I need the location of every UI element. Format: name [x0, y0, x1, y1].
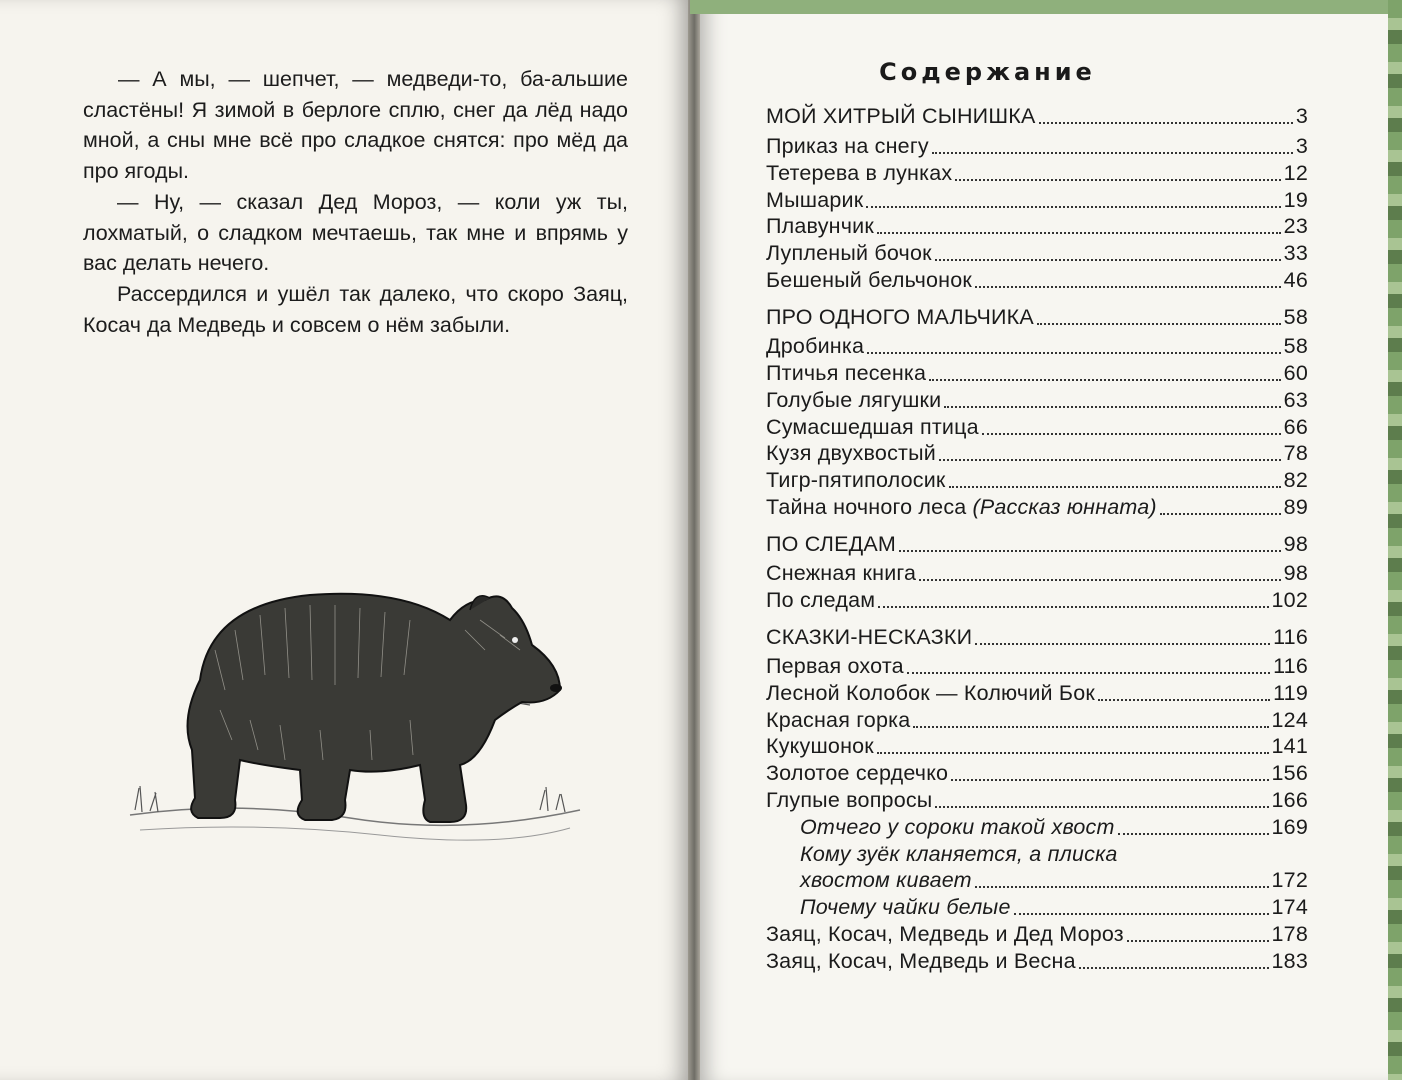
toc-page-number: 19 [1283, 188, 1308, 212]
toc-page-number: 46 [1283, 268, 1308, 292]
toc-entry-title: Почему чайки белые [800, 895, 1011, 919]
toc-page-number: 172 [1271, 868, 1308, 892]
toc-entry-title: Золотое сердечко [766, 761, 949, 785]
toc-page-number: 124 [1271, 708, 1308, 732]
toc-entry [766, 334, 1308, 360]
toc-leader-dots [944, 406, 1280, 408]
toc-entry-title: Лесной Колобок — Колючий Бок [766, 681, 1095, 705]
story-text [83, 64, 628, 340]
paragraph-3: Рассердился и ушёл так далеко, что скоро Заяц, Косач да Медведь и совсем о нём забыли. [83, 281, 628, 337]
toc-entry-title: Голубые лягушки [766, 388, 942, 412]
toc-page-number: 166 [1271, 788, 1308, 812]
toc-entry-title: Кому зуёк кланяется, а плиска [800, 842, 1118, 866]
toc-leader-dots [949, 486, 1281, 488]
toc-page-number: 12 [1283, 161, 1308, 185]
paragraph-1: — А мы, — шепчет, — медведи-то, ба-альшие сластёны! Я зимой в берлоге сплю, снег да лёд надо мной, а сны мне всё про сладкое снятся: про мёд да про ягоды. [83, 67, 628, 184]
toc-entry [766, 441, 1308, 467]
toc-leader-dots [919, 579, 1281, 581]
toc-leader-dots [1118, 833, 1269, 835]
toc-entry-title: Глупые вопросы [766, 788, 933, 812]
toc-entry [766, 241, 1308, 267]
toc-entry-title: Лупленый бочок [766, 241, 932, 265]
toc-entry-title: Отчего у сороки такой хвост [800, 815, 1115, 839]
toc-leader-dots [939, 459, 1281, 461]
toc-page-number: 66 [1283, 415, 1308, 439]
paragraph-2: — Ну, — сказал Дед Мороз, — коли уж ты, лохматый, о сладком мечтаешь, так мне и впрямь у вас делать нечего. [83, 189, 628, 276]
toc-entry [766, 468, 1308, 494]
toc-entry [766, 708, 1308, 734]
toc-leader-dots [1079, 967, 1269, 969]
toc-leader-dots [982, 433, 1281, 435]
toc-leader-dots [867, 352, 1281, 354]
toc-leader-dots [975, 886, 1269, 888]
toc-entry-title: Тигр-пятиполосик [766, 468, 946, 492]
cover-edge-right [1388, 0, 1402, 1080]
toc-page-number: 174 [1271, 895, 1308, 919]
toc-leader-dots [929, 379, 1281, 381]
toc-leader-dots [1014, 913, 1269, 915]
toc-entry-title: Заяц, Косач, Медведь и Дед Мороз [766, 922, 1124, 946]
toc-entry [766, 681, 1308, 707]
toc-entry-title: хвостом кивает [800, 868, 972, 892]
left-page [0, 0, 690, 1080]
toc-entry [800, 868, 1308, 894]
toc-entry [766, 188, 1308, 214]
toc-entry [766, 949, 1308, 975]
toc-entry-title: Сумасшедшая птица [766, 415, 979, 439]
toc-page-number: 89 [1283, 495, 1308, 519]
toc-page-number: 82 [1283, 468, 1308, 492]
toc-page-number: 119 [1273, 681, 1308, 705]
toc-page-number: 60 [1283, 361, 1308, 385]
bear-illustration [120, 560, 590, 860]
toc-page-number: 58 [1283, 305, 1308, 329]
toc-entry [766, 588, 1308, 614]
toc-page-number: 141 [1271, 734, 1308, 758]
toc-entry-title: МОЙ ХИТРЫЙ СЫНИШКА [766, 104, 1036, 128]
toc-leader-dots [1098, 699, 1270, 701]
toc-entry [766, 161, 1308, 187]
toc-title: Содержание [879, 58, 1096, 86]
toc-leader-dots [932, 152, 1293, 154]
toc-page-number: 116 [1273, 625, 1308, 649]
toc-page-number: 3 [1295, 134, 1308, 158]
toc-page-number: 23 [1283, 214, 1308, 238]
toc-entry-title: Снежная книга [766, 561, 917, 585]
toc-entry [766, 654, 1308, 680]
toc-leader-dots [975, 286, 1281, 288]
toc-leader-dots [935, 259, 1281, 261]
toc-page-number: 78 [1283, 441, 1308, 465]
toc-entry [766, 761, 1308, 787]
toc-leader-dots [866, 206, 1280, 208]
toc-page-number: 98 [1283, 561, 1308, 585]
toc-leader-dots [951, 779, 1268, 781]
toc-entry-title: Кузя двухвостый [766, 441, 936, 465]
toc-entry-title: ПРО ОДНОГО МАЛЬЧИКА [766, 305, 1034, 329]
toc-entry [766, 788, 1308, 814]
toc-leader-dots [913, 726, 1268, 728]
toc-page-number: 169 [1271, 815, 1308, 839]
toc-entry [800, 895, 1308, 921]
toc-leader-dots [1039, 122, 1293, 124]
cover-edge-top [690, 0, 1402, 14]
toc-leader-dots [878, 606, 1268, 608]
toc-entry [766, 532, 1308, 558]
toc-entry-title: Бешеный бельчонок [766, 268, 973, 292]
toc-entry [766, 495, 1308, 521]
toc-entry-title: Тетерева в лунках [766, 161, 953, 185]
toc-entry-title: Красная горка [766, 708, 911, 732]
toc-leader-dots [955, 179, 1280, 181]
toc-entry [766, 734, 1308, 760]
toc-page-number: 58 [1283, 334, 1308, 358]
toc-leader-dots [1127, 940, 1269, 942]
toc-entry-title: Тайна ночного леса [766, 495, 967, 519]
toc-entry-title: СКАЗКИ-НЕСКАЗКИ [766, 625, 973, 649]
toc-entry-title: ПО СЛЕДАМ [766, 532, 897, 556]
toc-entry [766, 305, 1308, 331]
toc-entry-title: Первая охота [766, 654, 904, 678]
toc-leader-dots [899, 550, 1281, 552]
toc-entry [766, 625, 1308, 651]
toc-page-number: 183 [1271, 949, 1308, 973]
toc-page-number: 98 [1283, 532, 1308, 556]
toc-entry-title: Плавунчик [766, 214, 874, 238]
toc-entry [766, 214, 1308, 240]
toc-entry-subtitle: (Рассказ юнната) [972, 495, 1157, 519]
toc-entry [766, 415, 1308, 441]
toc-page-number: 156 [1271, 761, 1308, 785]
toc-leader-dots [935, 806, 1268, 808]
toc-entry-title: По следам [766, 588, 876, 612]
toc-leader-dots [1160, 513, 1281, 515]
toc-entry-title: Мышарик [766, 188, 864, 212]
toc-entry [766, 388, 1308, 414]
toc-leader-dots [877, 752, 1269, 754]
toc-entry [766, 268, 1308, 294]
toc-entry [766, 361, 1308, 387]
toc-entry [766, 134, 1308, 160]
toc-entry-title: Кукушонок [766, 734, 874, 758]
toc-page-number: 116 [1273, 654, 1308, 678]
toc-entry-title: Дробинка [766, 334, 865, 358]
toc-entry-title: Приказ на снегу [766, 134, 929, 158]
toc-leader-dots [877, 232, 1281, 234]
toc-entry [766, 561, 1308, 587]
toc-entry [766, 104, 1308, 130]
toc-entry [800, 815, 1308, 841]
toc-leader-dots [907, 672, 1270, 674]
toc-page-number: 63 [1283, 388, 1308, 412]
toc-leader-dots [1037, 323, 1281, 325]
toc-entry-title: Птичья песенка [766, 361, 927, 385]
toc-leader-dots [975, 643, 1270, 645]
toc-page-number: 178 [1271, 922, 1308, 946]
toc-page-number: 33 [1283, 241, 1308, 265]
toc-entry [800, 842, 1308, 868]
toc-page-number: 3 [1295, 104, 1308, 128]
toc-page-number: 102 [1271, 588, 1308, 612]
toc-entry-title: Заяц, Косач, Медведь и Весна [766, 949, 1076, 973]
toc-entry [766, 922, 1308, 948]
